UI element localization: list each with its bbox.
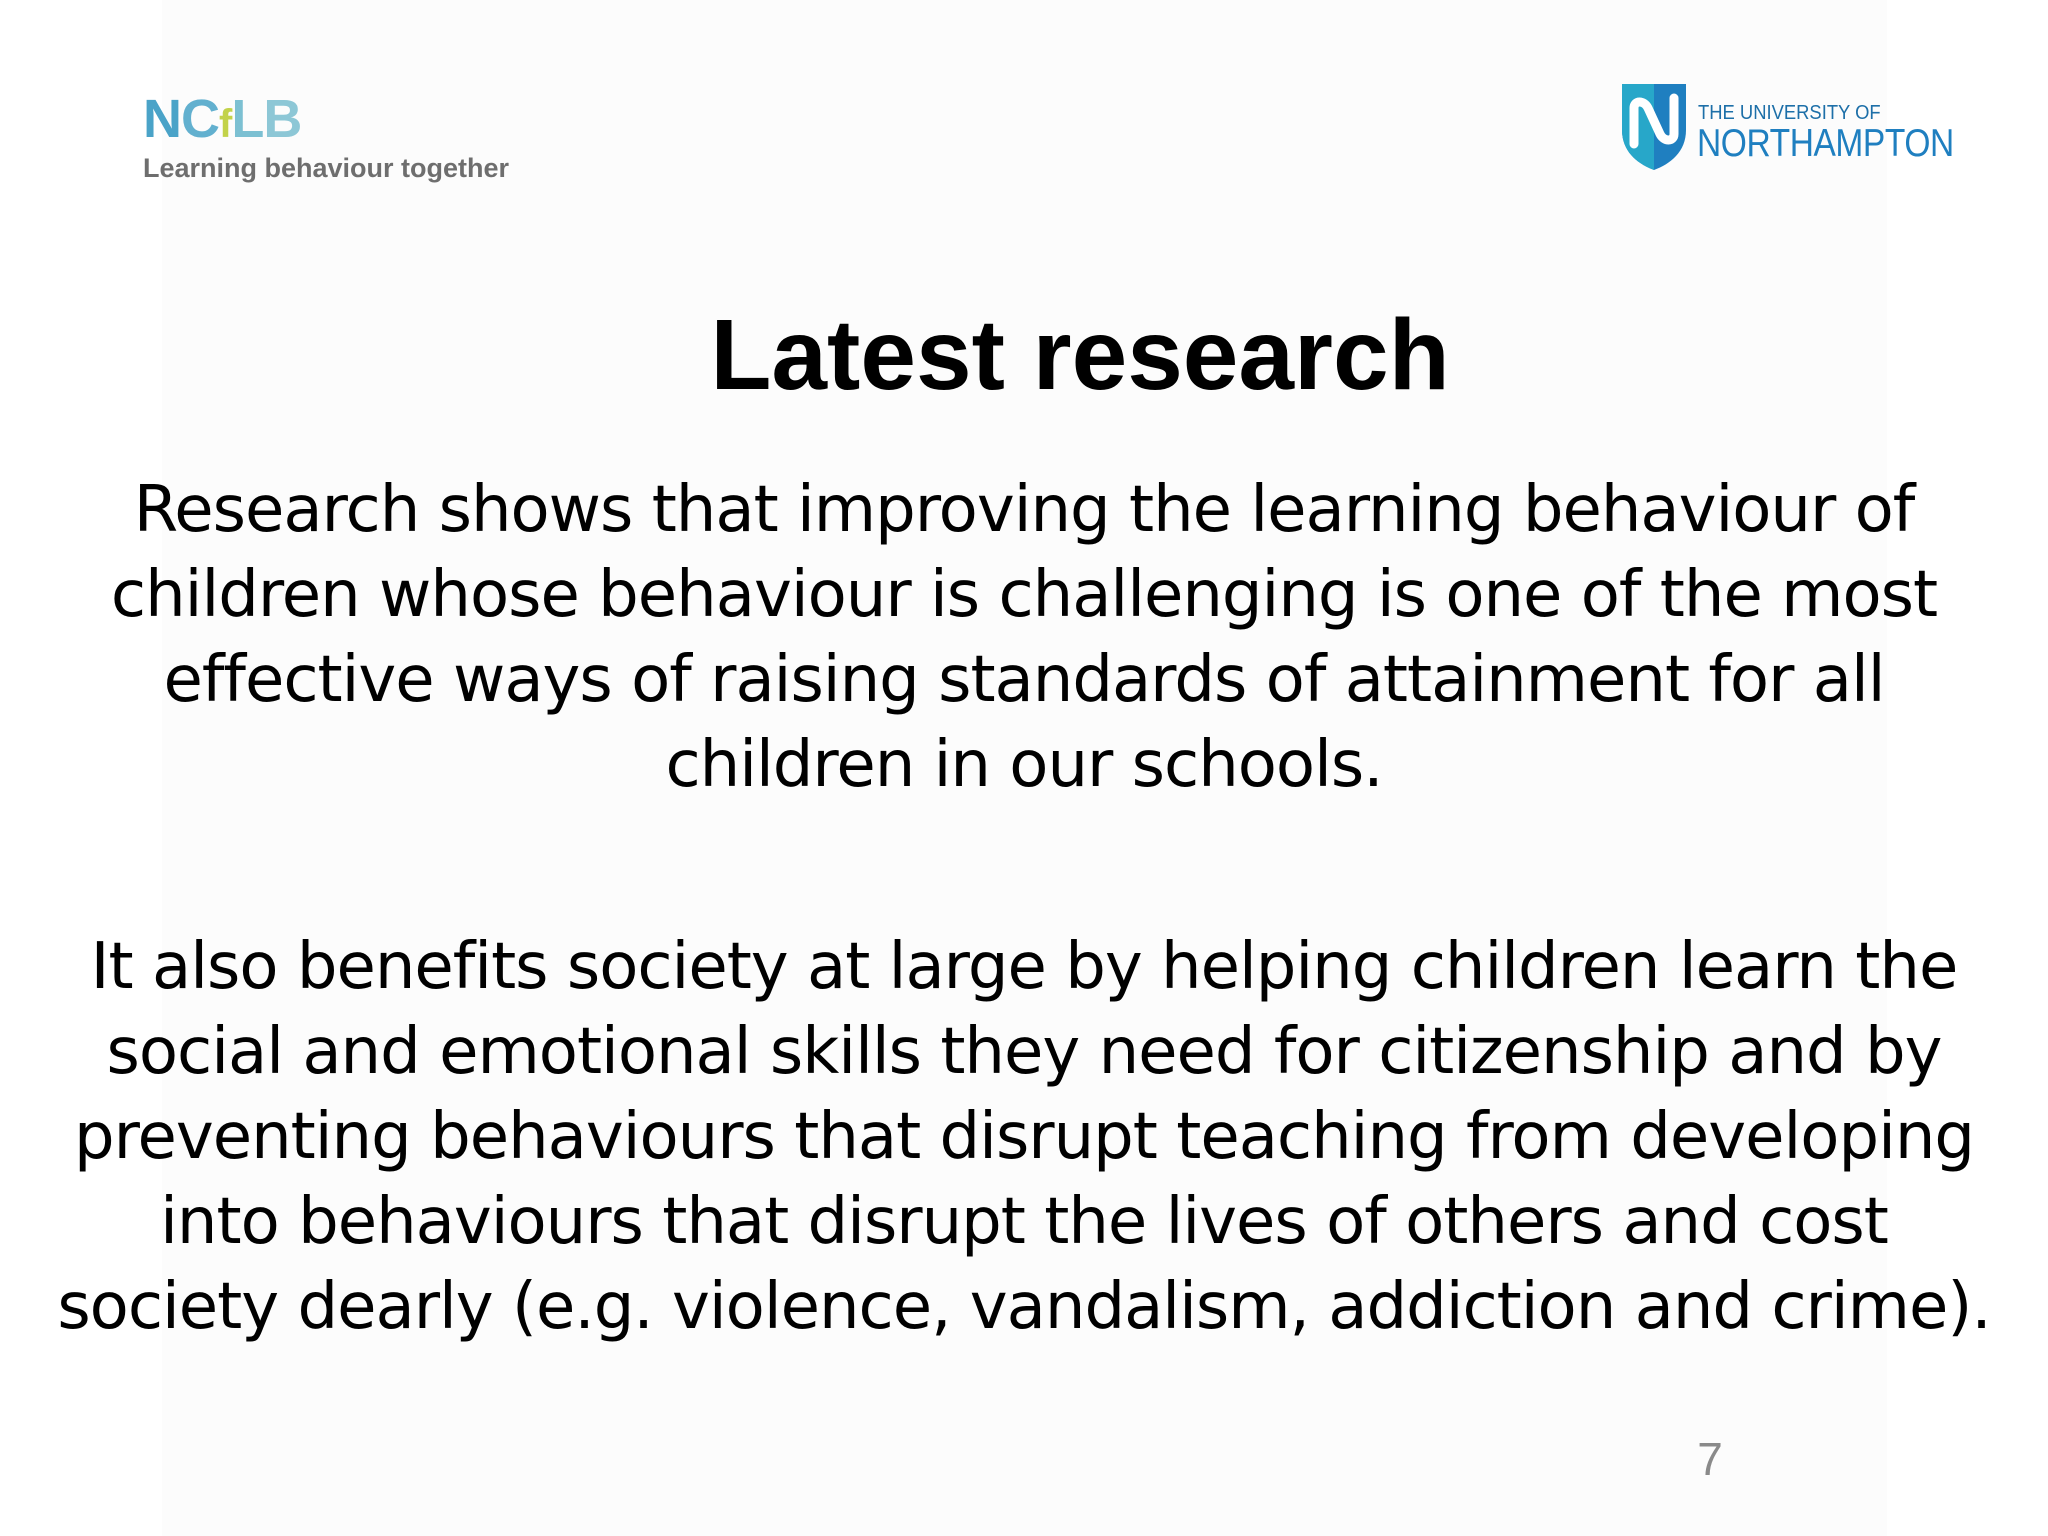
university-logo: [1618, 78, 1954, 174]
university-name-line1: THE UNIVERSITY OF: [1698, 102, 1881, 124]
university-name-line2: NORTHAMPTON: [1697, 122, 1954, 165]
page-number: 7: [1697, 1433, 1723, 1485]
paragraph-line: society dearly (e.g. violence, vandalism, addiction and crime).: [57, 1270, 1991, 1344]
paragraph-line: Research shows that improving the learning behaviour of: [133, 473, 1915, 547]
ncflb-wordmark: NCfLB: [143, 89, 302, 149]
paragraph-research: [30, 468, 2018, 808]
ncflb-tagline: Learning behaviour together: [143, 153, 510, 183]
paragraph-line: into behaviours that disrupt the lives of others and cost: [160, 1185, 1888, 1259]
paragraph-society: [30, 925, 2018, 1350]
paragraph-line: children whose behaviour is challenging is one of the most: [110, 558, 1938, 632]
paragraph-line: effective ways of raising standards of attainment for all: [163, 643, 1885, 717]
paragraph-line: preventing behaviours that disrupt teaching from developing: [73, 1100, 1975, 1174]
paragraph-line: It also benefits society at large by helping children learn the: [90, 930, 1958, 1004]
paragraph-line: children in our schools.: [665, 728, 1383, 802]
university-shield-icon: [1618, 78, 1690, 172]
ncflb-logo: [143, 89, 543, 183]
slide-title: Latest research: [710, 299, 1450, 411]
paragraph-line: social and emotional skills they need for citizenship and by: [106, 1015, 1942, 1089]
